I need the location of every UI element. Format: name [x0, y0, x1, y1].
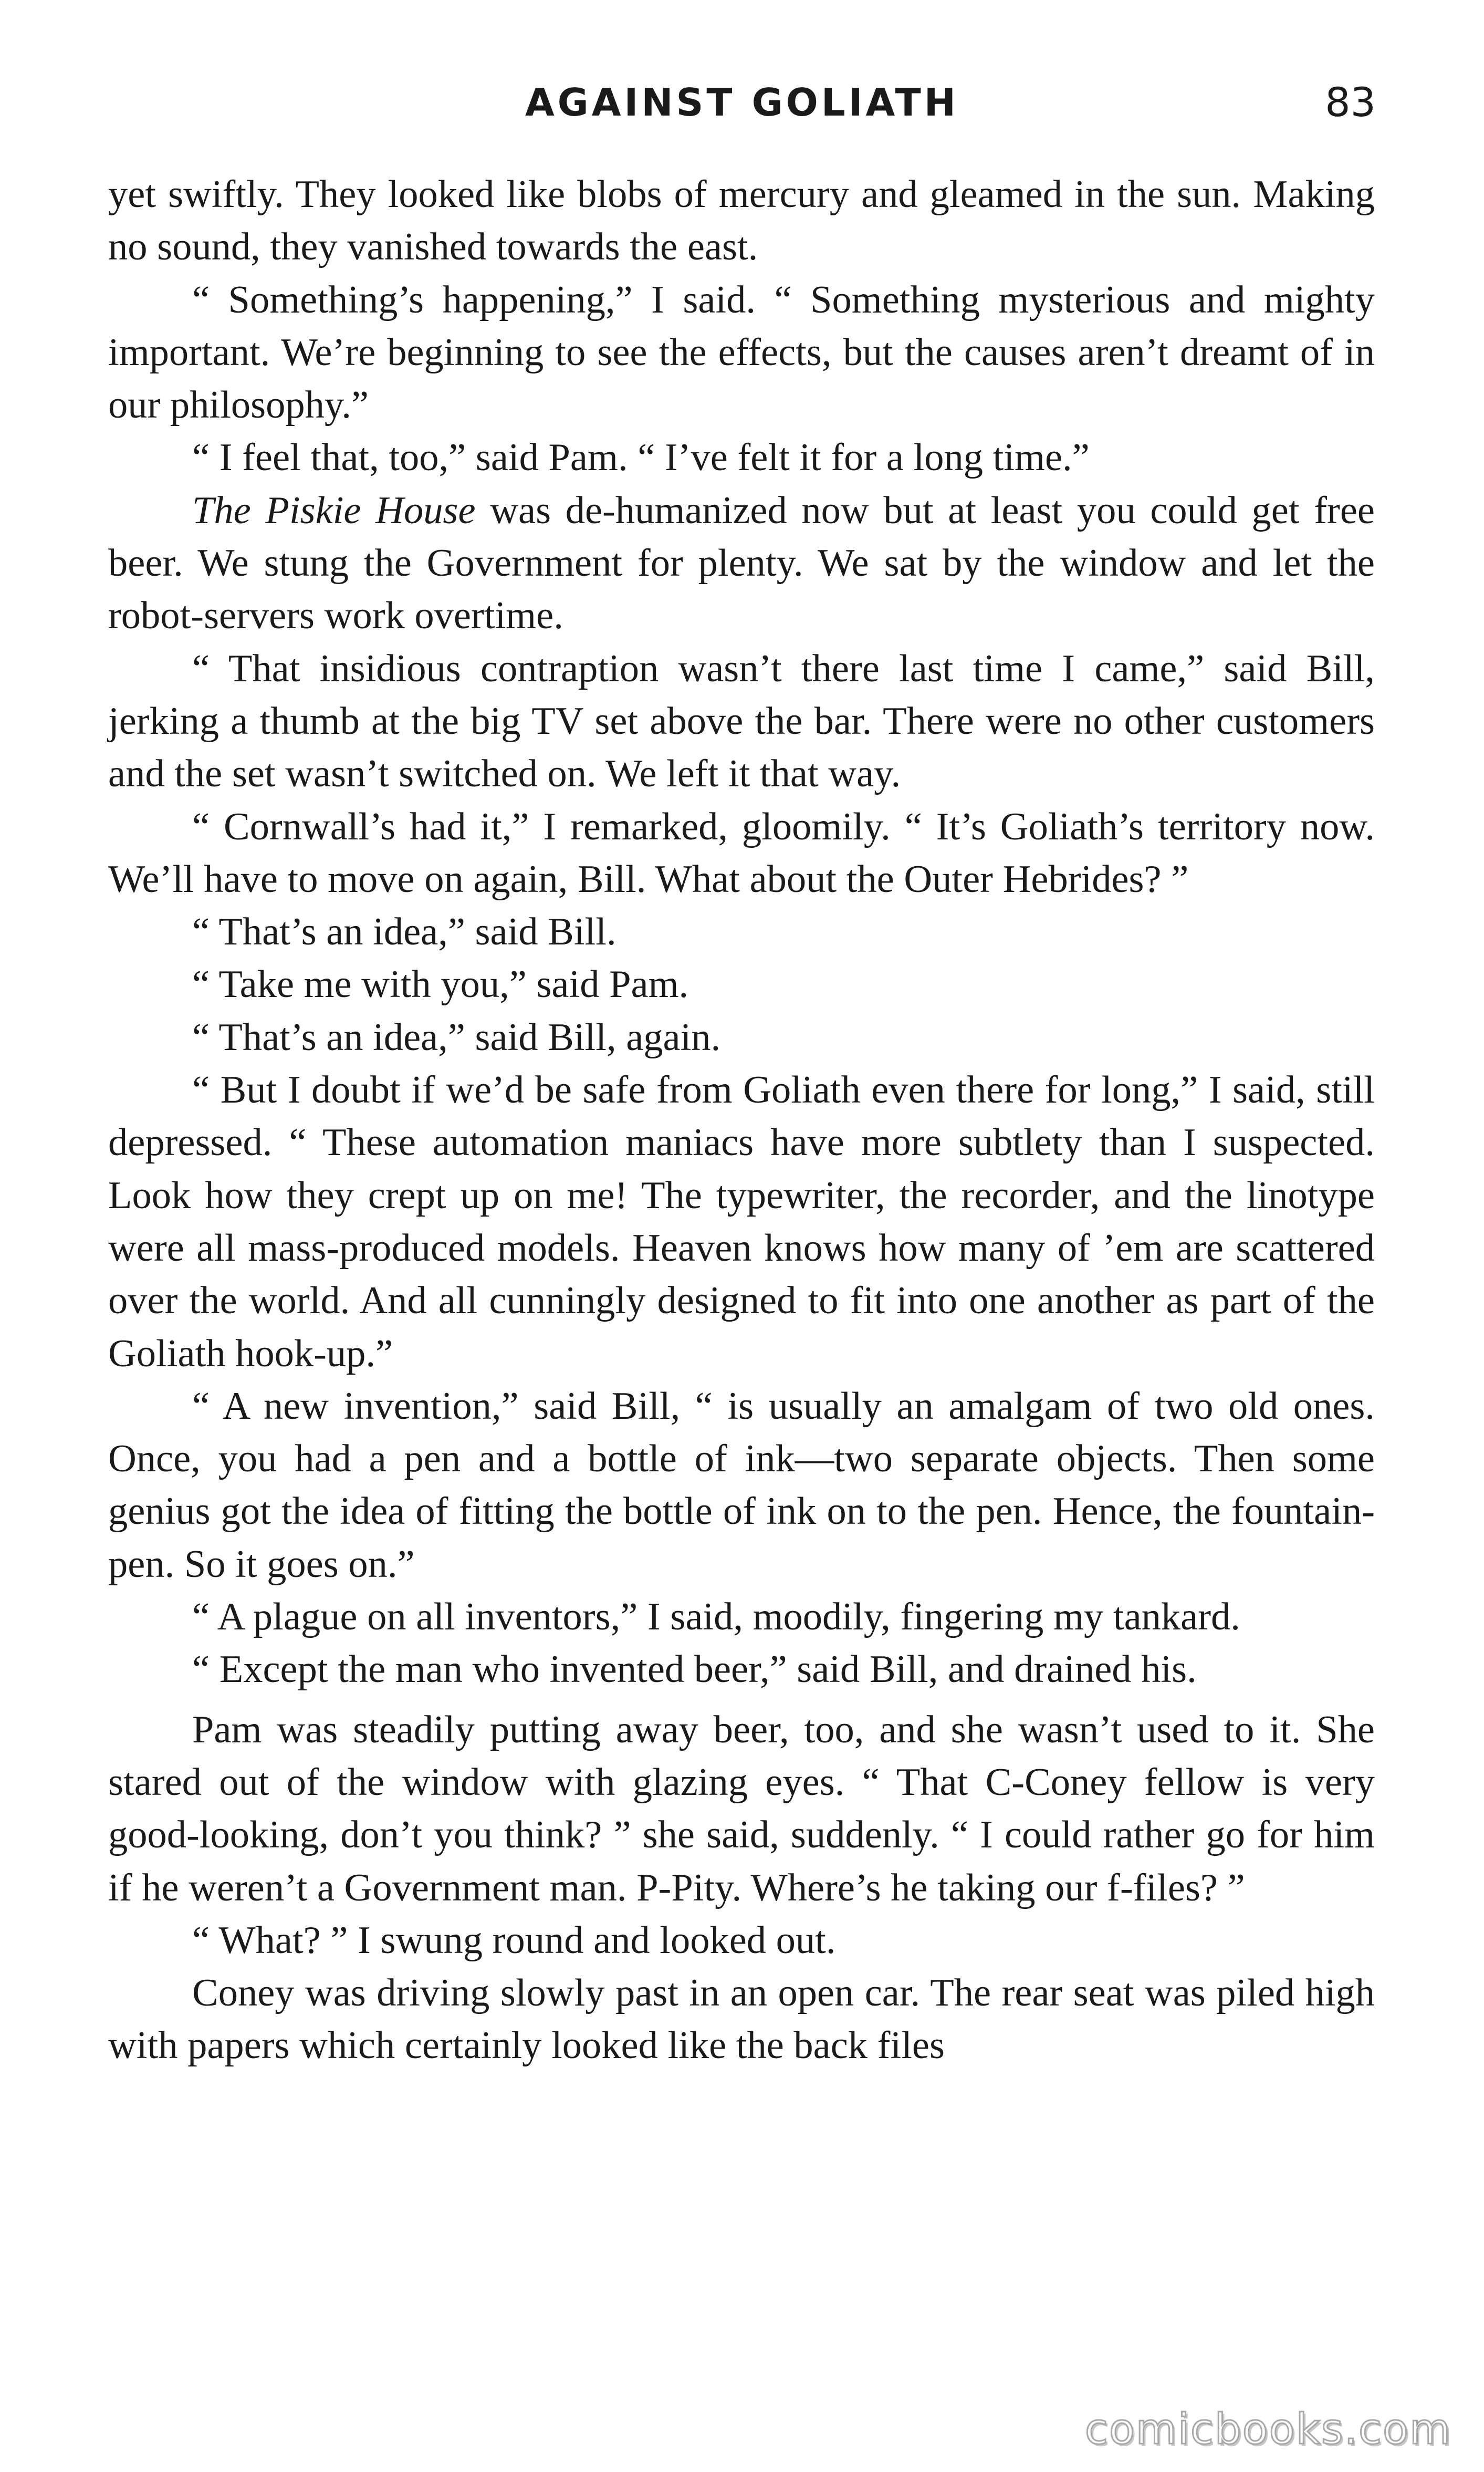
paragraph — [108, 1704, 1375, 1914]
paragraph — [108, 1591, 1375, 1643]
paragraph — [108, 642, 1375, 801]
text-run: “ I feel that, too,” said Pam. “ I’ve felt it for a long time.” — [192, 436, 1090, 480]
page-header — [108, 74, 1376, 131]
paragraph — [108, 1914, 1375, 1967]
body-text — [108, 168, 1375, 2072]
text-run: “ Except the man who invented beer,” said Bill, and drained his. — [192, 1648, 1197, 1691]
text-run: “ Cornwall’s had it,” I remarked, gloomily. “ It’s Goliath’s territory now. We’ll have to move on again, Bill. What about the Outer Hebrides? ” — [108, 805, 1375, 901]
paragraph — [108, 1643, 1375, 1696]
text-run: “ That’s an idea,” said Bill, again. — [192, 1015, 721, 1059]
text-run: “ A new invention,” said Bill, “ is usually an amalgam of two old ones. Once, you had a pen and a bottle of ink—two separate objects. Then some genius got the idea of fitting the bottle of ink on to the pen. Hence, the fountain-pen. So it goes on.” — [108, 1384, 1375, 1586]
running-title: AGAINST GOLIATH — [525, 80, 959, 124]
page-number: 83 — [1325, 79, 1376, 126]
text-run: “ That insidious contraption wasn’t there last time I came,” said Bill, jerking a thumb at the big TV set above the bar. There were no other customers and the set wasn’t switched on. We left it that way. — [108, 647, 1375, 796]
paragraph — [108, 168, 1375, 274]
text-run: yet swiftly. They looked like blobs of mercury and gleamed in the sun. Making no sound, they vanished towards the east. — [108, 173, 1375, 269]
paragraph — [108, 431, 1375, 484]
paragraph — [108, 906, 1375, 958]
paragraph — [108, 1967, 1375, 2072]
text-run: was de-humanized now but at least you could get free beer. We stung the Government for plenty. We sat by the window and let the robot-servers work overtime. — [108, 489, 1375, 638]
text-run: Pam was steadily putting away beer, too, and she wasn’t used to it. She stared out of the window with glazing eyes. “ That C-Coney fellow is very good-looking, don’t you think? ” she said, suddenly. “ I could rather go for him if he weren’t a Government man. P-Pity. Where’s he taking our f-files? ” — [108, 1708, 1375, 1909]
paragraph — [108, 958, 1375, 1011]
italic-text: The Piskie House — [192, 489, 476, 532]
paragraph — [108, 1011, 1375, 1064]
text-run: “ What? ” I swung round and looked out. — [192, 1918, 836, 1962]
paragraph — [108, 274, 1375, 432]
text-run: “ That’s an idea,” said Bill. — [192, 910, 616, 954]
paragraph — [108, 1380, 1375, 1591]
text-run: “ But I doubt if we’d be safe from Goliath even there for long,” I said, still depressed. “ These automation maniacs have more subtlety than I suspected. Look how they crept up on me! The typewriter, the recorder, and the linotype were all mass-produced models. Heaven knows how many of ’em are scattered over the world. And all cunningly designed to fit into one another as part of the Goliath hook-up.” — [108, 1068, 1375, 1375]
text-run: Coney was driving slowly past in an open car. The rear seat was piled high with papers which certainly looked like the back files — [108, 1971, 1375, 2068]
text-run: “ Take me with you,” said Pam. — [192, 963, 689, 1006]
text-run: “ A plague on all inventors,” I said, moodily, fingering my tankard. — [192, 1595, 1240, 1639]
paragraph — [108, 1064, 1375, 1380]
watermark: comicbooks.com — [1084, 2405, 1451, 2454]
paragraph — [108, 484, 1375, 642]
text-run: “ Something’s happening,” I said. “ Something mysterious and mighty important. We’re beginning to see the effects, but the causes aren’t dreamt of in our philosophy.” — [108, 278, 1375, 427]
paragraph — [108, 801, 1375, 906]
